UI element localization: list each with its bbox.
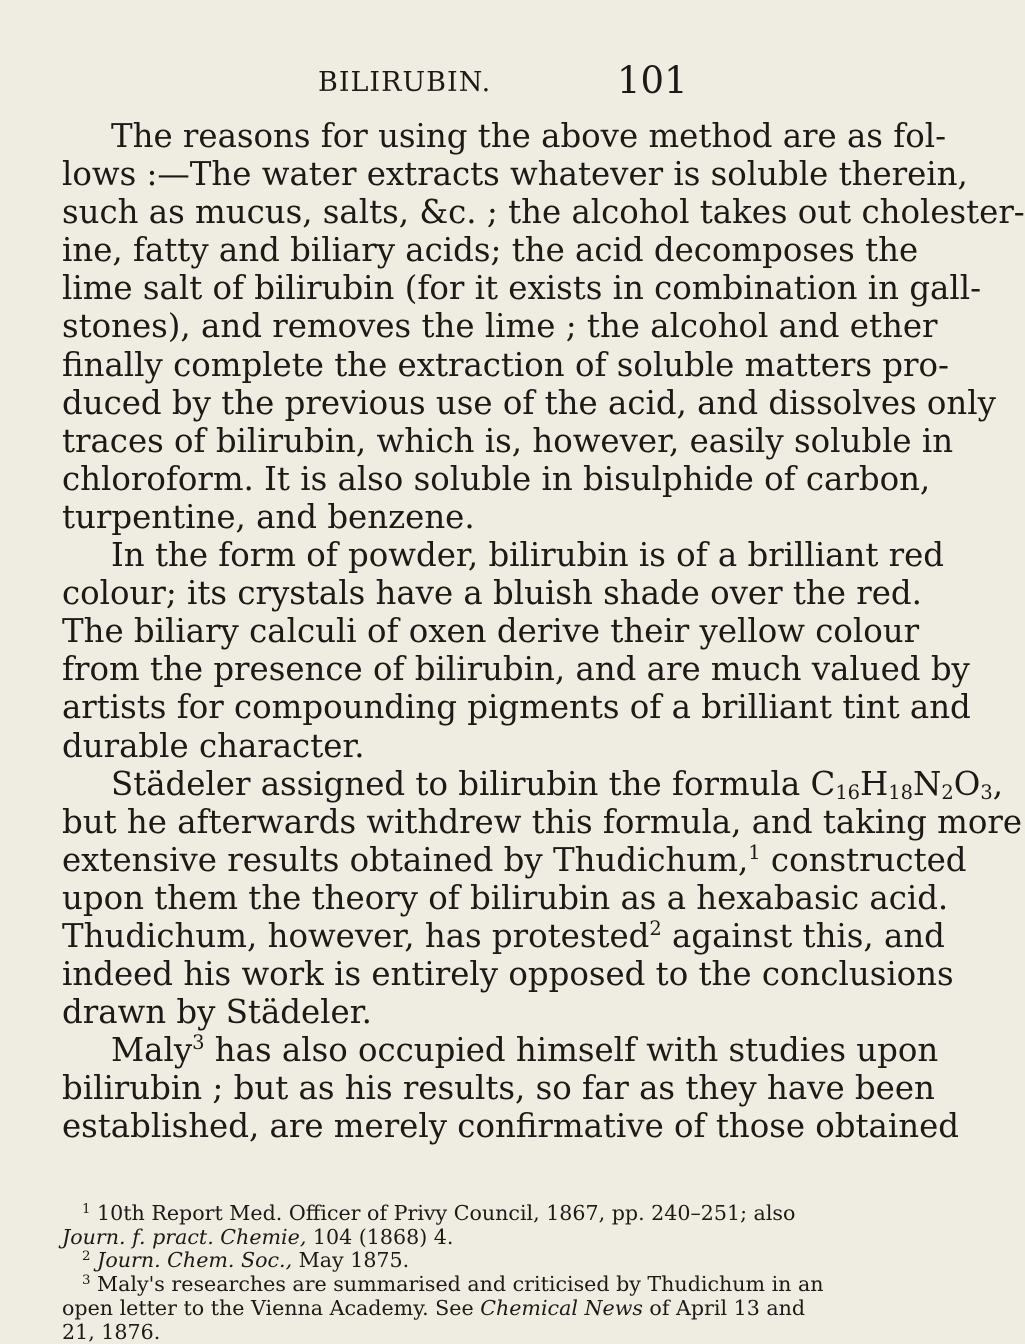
- text-line: but he afterwards withdrew this formula, and taking more: [62, 802, 1022, 841]
- text-line: established, are merely confirmative of those obtained: [62, 1107, 959, 1146]
- formula-element: N: [913, 764, 942, 803]
- text-segment: Thudichum, however, has protested: [62, 916, 650, 955]
- text-line: In the form of powder, bilirubin is of a brilliant red: [111, 536, 945, 575]
- chemical-formula: [811, 765, 1003, 803]
- footnote-text: 10th Report Med. Officer of Privy Council, 1867, pp. 240–251; also: [90, 1201, 796, 1225]
- page-number: 101: [617, 59, 688, 102]
- text-line: [62, 1031, 939, 1070]
- formula-subscript: 2: [941, 780, 954, 804]
- journal-title: Chemical News: [480, 1295, 643, 1320]
- formula-punctuation: ,: [992, 764, 1003, 803]
- text-line: from the presence of bilirubin, and are much valued by: [62, 650, 970, 689]
- text-segment: Maly: [111, 1031, 193, 1070]
- text-line: The biliary calculi of oxen derive their yellow colour: [62, 612, 920, 651]
- footnote-1: [62, 1201, 796, 1226]
- formula-subscript: 18: [888, 780, 914, 804]
- footnote-ref-3: 3: [192, 1031, 205, 1055]
- footnote-text: Maly's researches are summarised and criticised by Thudichum in an: [90, 1272, 824, 1297]
- text-line: such as mucus, salts, &c. ; the alcohol takes out cholester-: [62, 193, 1025, 232]
- footnote-text: 104 (1868) 4.: [306, 1224, 454, 1249]
- footnote-2: [62, 1249, 732, 1273]
- text-line: ine, fatty and biliary acids; the acid decomposes the: [62, 231, 919, 270]
- footnotes: [62, 1201, 824, 1344]
- journal-title: Journ. f. pract. Chemie,: [62, 1224, 307, 1249]
- text-line: durable character.: [62, 726, 365, 765]
- text-segment: against this, and: [661, 916, 945, 955]
- paragraph-2: [62, 536, 971, 765]
- text-line: upon them the theory of bilirubin as a hexabasic acid.: [62, 878, 949, 917]
- footnote-mark: 1: [82, 1202, 91, 1217]
- text-line: duced by the previous use of the acid, and dissolves only: [62, 383, 996, 422]
- text-line: lime salt of bilirubin (for it exists in combination in gall-: [62, 269, 982, 308]
- page-header: [0, 55, 800, 103]
- journal-title: Journ. Chem. Soc.,: [90, 1248, 293, 1273]
- text-line: [62, 840, 967, 879]
- footnote-text: of April 13 and: [642, 1295, 806, 1320]
- footnote-text: open letter to the Vienna Academy. See: [62, 1295, 481, 1320]
- formula-subscript: 3: [980, 780, 993, 804]
- text-line: [62, 764, 1003, 804]
- footnote-mark: 3: [82, 1273, 91, 1289]
- text-line: lows :—The water extracts whatever is soluble therein,: [62, 155, 968, 194]
- text-line: chloroform. It is also soluble in bisulphide of carbon,: [62, 459, 931, 498]
- body-text: [62, 117, 1025, 1146]
- text-line: [62, 916, 945, 955]
- text-segment: constructed: [760, 840, 967, 879]
- running-head: BILIRUBIN.: [318, 67, 492, 98]
- text-line: bilirubin ; but as his results, so far as they have been: [62, 1069, 935, 1108]
- footnote-3-cont: [62, 1295, 806, 1321]
- footnote-text: May 1875.: [292, 1248, 410, 1273]
- footnote-3: [62, 1272, 824, 1297]
- footnote-3-cont: 21, 1876.: [62, 1319, 161, 1344]
- formula-subscript: 16: [835, 780, 861, 804]
- text-segment: has also occupied himself with studies upon: [204, 1031, 939, 1070]
- formula-element: O: [953, 764, 981, 803]
- text-line: colour; its crystals have a bluish shade over the red.: [62, 574, 922, 613]
- paragraph-1: [62, 117, 1025, 536]
- text-line: traces of bilirubin, which is, however, easily soluble in: [62, 421, 954, 460]
- footnote-ref-1: 1: [748, 840, 761, 864]
- text-line: The reasons for using the above method are as fol-: [111, 117, 947, 155]
- footnote-mark: 2: [82, 1249, 91, 1265]
- formula-element: H: [860, 764, 889, 803]
- footnote-1-cont: [62, 1226, 732, 1250]
- text-line: turpentine, and benzene.: [62, 497, 475, 536]
- text-line: artists for compounding pigments of a brilliant tint and: [62, 688, 971, 727]
- footnote-ref-2: 2: [649, 916, 662, 940]
- text-segment: Städeler assigned to bilirubin the formula: [111, 764, 811, 803]
- text-line: finally complete the extraction of soluble matters pro-: [62, 345, 949, 384]
- formula-element: C: [810, 764, 836, 803]
- text-line: stones), and removes the lime ; the alcohol and ether: [62, 307, 938, 346]
- text-line: drawn by Städeler.: [62, 993, 372, 1032]
- paragraph-3: [62, 764, 1022, 1032]
- text-segment: extensive results obtained by Thudichum,: [62, 840, 749, 879]
- paragraph-4: [62, 1031, 959, 1146]
- text-line: indeed his work is entirely opposed to the conclusions: [62, 955, 954, 994]
